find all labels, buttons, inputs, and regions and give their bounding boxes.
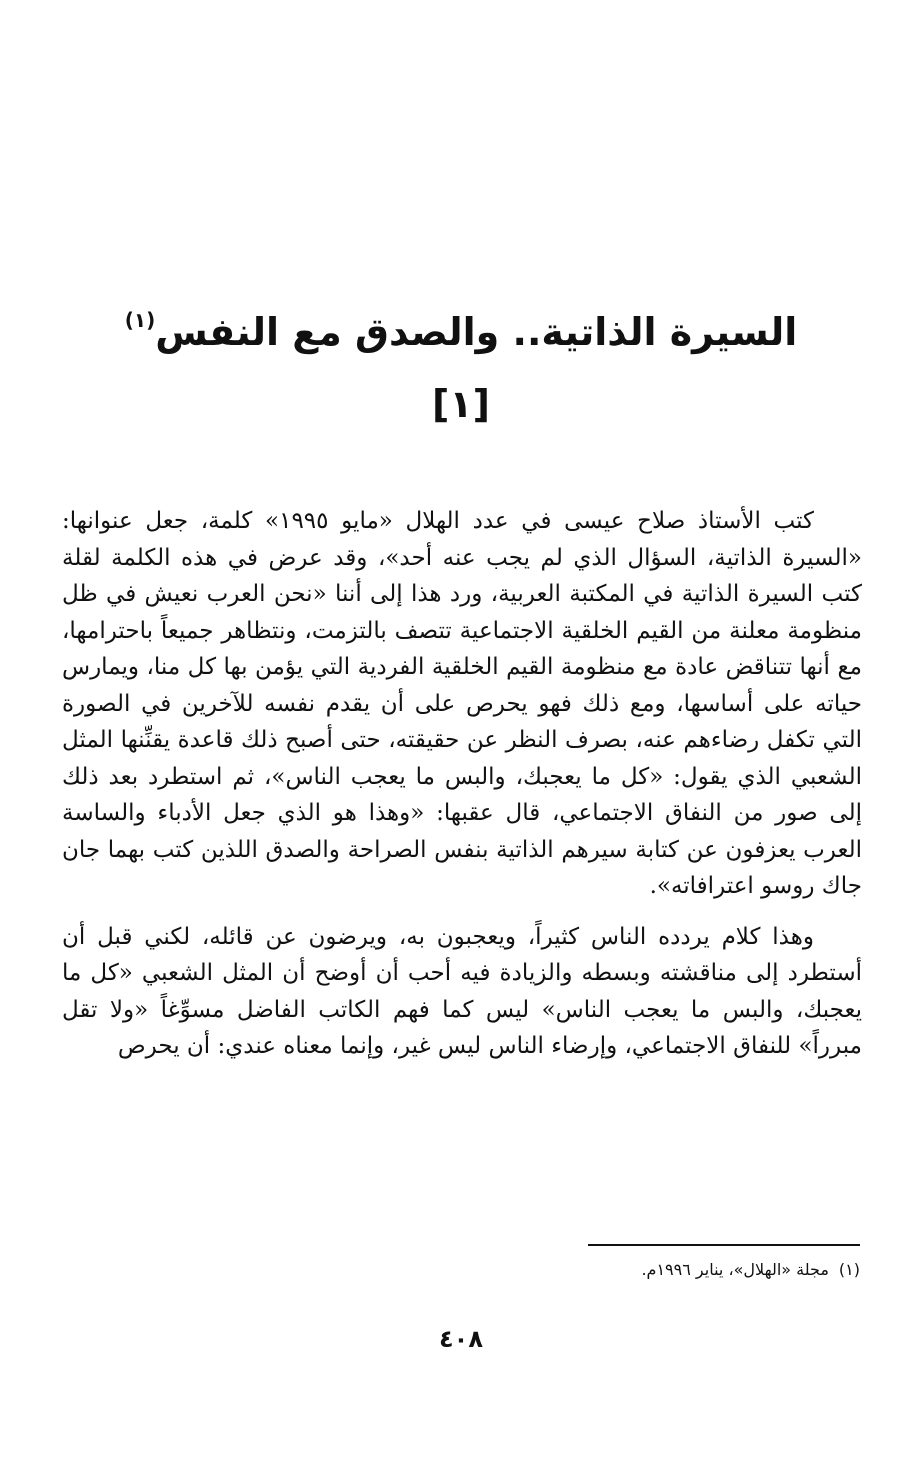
part-number: [١] — [432, 382, 490, 426]
footnote-reference[interactable]: (١) — [124, 308, 156, 332]
title-block — [0, 300, 922, 434]
page-number: ٤٠٨ — [439, 1325, 483, 1353]
footnote-text: مجلة «الهلال»، يناير ١٩٩٦م. — [641, 1260, 829, 1279]
body-text — [62, 503, 862, 1065]
footnote-marker: (١) — [838, 1260, 860, 1279]
paragraph: وهذا كلام يردده الناس كثيراً، ويعجبون به، ويرضون عن قائله، لكني قبل أن أستطرد إلى مناقشته وبسطه والزيادة فيه أحب أن أوضح أن المثل الشعبي «كل ما يعجبك، والبس ما يعجب الناس» ليس كما فهم الكاتب الفاضل مسوِّغاً «ولا تقل مبرراً» للنفاق الاجتماعي، وإرضاء الناس ليس غير، وإنما معناه عندي: أن يحرص — [62, 923, 862, 1059]
paragraph: كتب الأستاذ صلاح عيسى في عدد الهلال «مايو ١٩٩٥» كلمة، جعل عنوانها: «السيرة الذاتية، السؤال الذي لم يجب عنه أحد»، وقد عرض في هذه الكلمة لقلة كتب السيرة الذاتية في المكتبة العربية، ورد هذا إلى أننا «نحن العرب نعيش في ظل منظومة معلنة من القيم الخلقية الاجتماعية تتصف بالتزمت، ونتظاهر جميعاً باحترامها، مع أنها تتناقض عادة مع منظومة القيم الخلقية الفردية التي يؤمن بها كل منا، ويمارس حياته على أساسها، ومع ذلك فهو يحرص على أن يقدم نفسه للآخرين في الصورة التي تكفل رضاءهم عنه، بصرف النظر عن حقيقته، حتى أصبح ذلك قاعدة يقنِّنها المثل الشعبي الذي يقول: «كل ما يعجبك، والبس ما يعجب الناس»، ثم استطرد بعد ذلك إلى صور من النفاق الاجتماعي، قال عقبها: «وهذا هو الذي جعل الأدباء والساسة العرب يعزفون عن كتابة سيرهم الذاتية بنفس الصراحة والصدق اللذين كتب بهما جان جاك روسو اعترافاته». — [62, 508, 862, 899]
chapter-title — [0, 300, 922, 364]
chapter-title-text: السيرة الذاتية.. والصدق مع النفس — [155, 310, 798, 354]
footnote-divider — [588, 1244, 860, 1246]
footnote — [360, 1258, 860, 1282]
